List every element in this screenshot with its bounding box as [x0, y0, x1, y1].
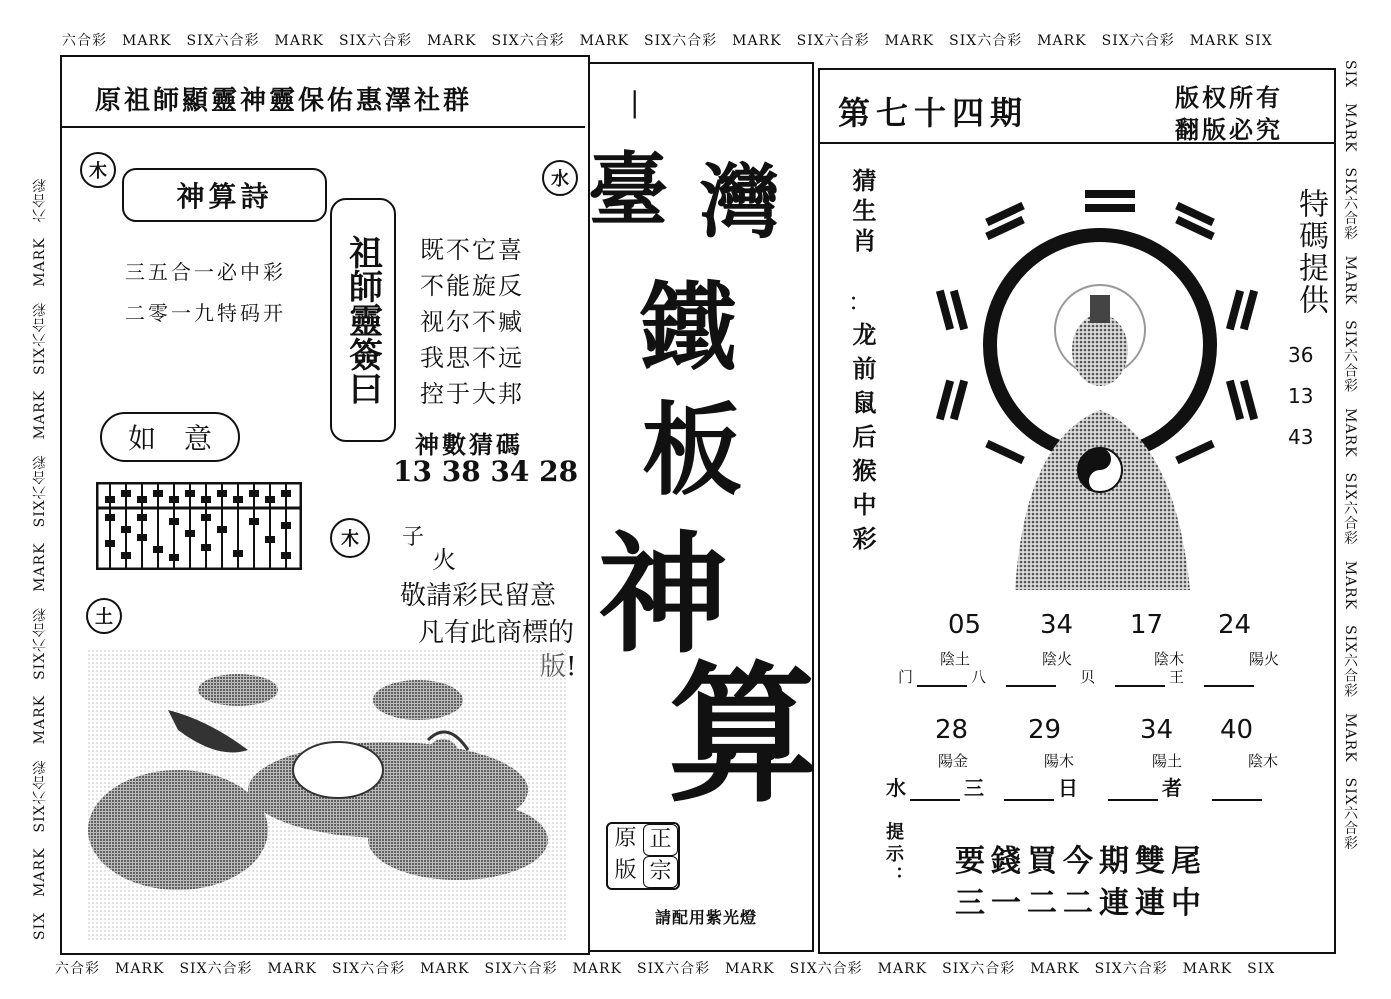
- oracle-line-5: 控于大邦: [420, 380, 524, 408]
- row2-number-3: 34: [1140, 715, 1174, 745]
- zodiac-hint: 龙前鼠后猴中彩: [848, 322, 877, 560]
- row2-char-4: 者: [1162, 776, 1182, 800]
- title-char-1: 臺: [588, 143, 668, 237]
- row1-numbers: [948, 610, 1278, 640]
- lotus-frog-illustration: [88, 650, 568, 940]
- oracle-title: 祖師靈簽曰: [330, 198, 396, 442]
- stamp-char-1: 原: [614, 826, 637, 851]
- row2-element-2: 陽木: [1044, 752, 1075, 770]
- zi-char: 子: [402, 525, 425, 550]
- special-numbers: [1288, 335, 1313, 458]
- issue-number: 第七十四期: [838, 94, 1029, 132]
- element-wood2-badge: 木: [330, 518, 370, 558]
- special-number-3: 43: [1288, 425, 1314, 449]
- header-divider: [60, 126, 585, 128]
- center-mark: |: [630, 86, 640, 119]
- row1-element-3: 陰木: [1154, 650, 1185, 668]
- row2-char-3: 日: [1058, 776, 1078, 800]
- border-left-text: SIX MARK SIX六合彩 MARK SIX六合彩 MARK SIX六合彩 MARK SIX六合彩 MARK 六合彩: [32, 177, 48, 940]
- row1-char-1: 门: [898, 668, 914, 686]
- laozi-bagua-illustration: [935, 180, 1265, 600]
- notice-line-1: 敬請彩民留意: [400, 581, 557, 611]
- row1-chars: [898, 666, 1258, 687]
- oracle-lines: [420, 232, 524, 412]
- title-char-4: 板: [642, 391, 742, 509]
- row2-char-1: 水: [886, 776, 906, 800]
- copyright-line-2: 翻版必究: [1175, 115, 1283, 144]
- row1-line-3: [1115, 675, 1165, 687]
- row1-char-3: 贝: [1080, 668, 1096, 686]
- abacus-icon: [96, 482, 302, 570]
- row2-number-2: 29: [1028, 715, 1062, 745]
- oracle-line-2: 不能旋反: [420, 272, 524, 300]
- stamp-char-4: 宗: [643, 856, 678, 888]
- row1-number-4: 24: [1218, 610, 1252, 640]
- row2-line-3: [1108, 789, 1158, 801]
- title-char-6: 算: [668, 647, 819, 823]
- row2-line-1: [910, 789, 960, 801]
- element-water-badge: 水: [542, 160, 578, 196]
- row2-line-4: [1212, 789, 1262, 801]
- special-number-2: 13: [1288, 384, 1314, 408]
- huo-char: 火: [432, 546, 456, 574]
- row1-line-4: [1204, 675, 1254, 687]
- row2-numbers: [935, 715, 1280, 745]
- poem-title: 神算詩: [122, 168, 327, 222]
- ruyi-badge: 如 意: [100, 412, 240, 462]
- row1-char-4: 王: [1169, 668, 1185, 686]
- oracle-line-3: 视尔不臧: [420, 308, 524, 336]
- guess-numbers: 13 38 34 28: [393, 455, 579, 488]
- uv-light-note: 請配用紫光燈: [655, 908, 758, 927]
- row1-number-3: 17: [1130, 610, 1164, 640]
- row1-element-2: 陰火: [1042, 650, 1073, 668]
- element-wood-badge: 木: [80, 152, 116, 188]
- poem-line-2: 二零一九特码开: [125, 301, 286, 325]
- tip-line-1: 要錢買今期雙尾: [955, 844, 1207, 879]
- poem-line-1: 三五合一必中彩: [125, 260, 286, 284]
- row1-element-4: 陽火: [1249, 650, 1280, 668]
- oracle-line-1: 既不它喜: [420, 236, 524, 264]
- notice-line-3: 版!: [540, 652, 577, 682]
- stamp-char-2: 正: [643, 824, 678, 856]
- row2-element-4: 陰木: [1248, 752, 1279, 770]
- row2-number-1: 28: [935, 715, 969, 745]
- tip-line-2: 三一二二連連中: [955, 886, 1207, 921]
- copyright-line-1: 版权所有: [1175, 83, 1283, 112]
- row1-number-1: 05: [948, 610, 982, 640]
- row2-elements: [938, 750, 1308, 771]
- row2-chars: [886, 772, 1266, 801]
- row2-element-3: 陽土: [1152, 752, 1183, 770]
- zodiac-colon: ：: [848, 288, 872, 316]
- row2-line-2: [1004, 789, 1054, 801]
- notice-line-2: 凡有此商標的: [418, 618, 575, 648]
- title-char-2: 灣: [700, 155, 780, 249]
- stamp-char-3: 版: [614, 858, 637, 883]
- title-char-3: 鐵: [640, 271, 736, 384]
- row2-element-1: 陽金: [938, 752, 969, 770]
- special-label: 特碼提供: [1293, 188, 1328, 316]
- oracle-line-4: 我思不远: [420, 344, 524, 372]
- border-right-text: SIX MARK SIX六合彩 MARK SIX六合彩 MARK SIX六合彩 MARK SIX六合彩 MARK SIX六合彩: [1342, 60, 1358, 851]
- special-number-1: 36: [1288, 343, 1314, 367]
- row1-number-2: 34: [1040, 610, 1074, 640]
- tip-label: 提示：: [883, 822, 904, 888]
- row1-line-2: [1006, 675, 1056, 687]
- border-bottom-text: 六合彩 MARK SIX六合彩 MARK SIX六合彩 MARK SIX六合彩 MARK SIX六合彩 MARK SIX六合彩 MARK SIX六合彩 MARK SIX六合彩 MARK SIX: [55, 961, 1276, 977]
- border-top-text: 六合彩 MARK SIX六合彩 MARK SIX六合彩 MARK SIX六合彩 MARK SIX六合彩 MARK SIX六合彩 MARK SIX六合彩 MARK SIX六合彩 MARK SIX: [62, 33, 1273, 49]
- authentic-stamp: [606, 822, 680, 890]
- element-earth-badge: 土: [86, 598, 122, 634]
- row2-char-2: 三: [964, 776, 984, 800]
- guess-label: 神數猜碼: [415, 430, 523, 459]
- left-header: 原祖師顯靈神靈保佑惠澤社群: [95, 86, 473, 116]
- zodiac-label: 猜生肖: [848, 168, 877, 258]
- row1-char-2: 八: [971, 668, 987, 686]
- row1-element-1: 陰土: [940, 650, 971, 668]
- row1-line-1: [917, 675, 967, 687]
- title-char-5: 神: [598, 518, 729, 671]
- row2-number-4: 40: [1220, 715, 1254, 745]
